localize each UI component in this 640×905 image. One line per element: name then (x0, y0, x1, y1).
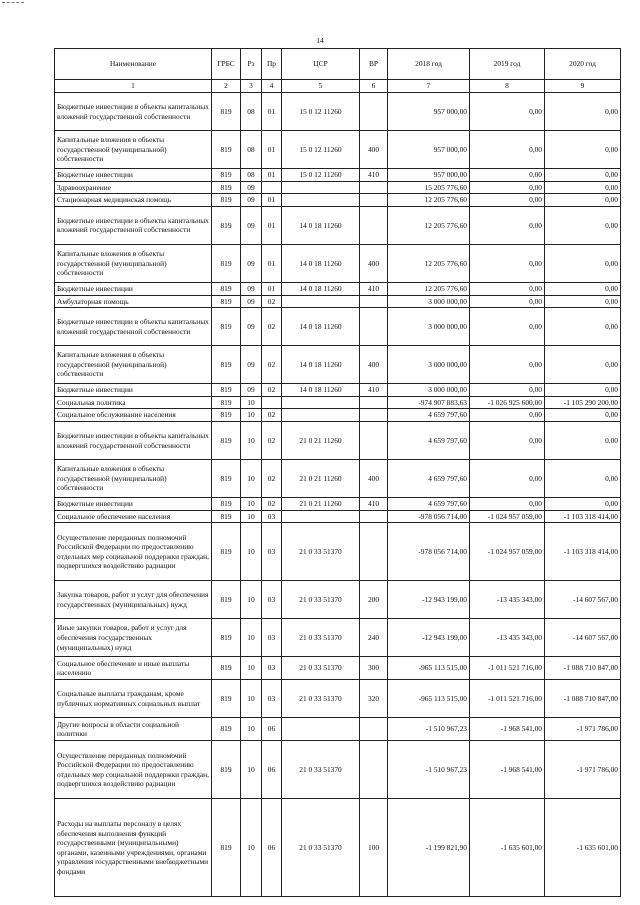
cell-2019: -1 968 541,00 (470, 741, 545, 799)
table-row (55, 498, 621, 511)
cell-pr: 02 (262, 409, 282, 422)
col-header-pr: Пр (262, 49, 282, 80)
cell-grbs: 819 (212, 181, 241, 194)
cell-vr (360, 93, 388, 131)
table-row (55, 396, 621, 409)
cell-vr (360, 308, 388, 346)
col-number: 2 (212, 80, 241, 93)
cell-2020: -14 607 567,00 (545, 619, 621, 657)
cell-pr: 03 (262, 581, 282, 619)
cell-2020: -1 103 318 414,00 (545, 510, 621, 523)
cell-2019: -1 024 957 059,00 (470, 510, 545, 523)
cell-csr (282, 510, 360, 523)
cell-vr: 300 (360, 657, 388, 680)
table-row (55, 206, 621, 244)
cell-2018: 3 000 000,00 (388, 295, 470, 308)
cell-2018: 957 000,00 (388, 93, 470, 131)
cell-2018: -965 113 515,00 (388, 657, 470, 680)
cell-vr: 410 (360, 498, 388, 511)
cell-name: Капитальные вложения в объекты государственной (муниципальной) собственности (55, 346, 212, 384)
cell-name: Социальное обслуживание населения (55, 409, 212, 422)
cell-vr: 200 (360, 581, 388, 619)
cell-grbs: 819 (212, 244, 241, 282)
cell-2018: 4 659 797,60 (388, 422, 470, 460)
cell-grbs: 819 (212, 581, 241, 619)
cell-grbs: 819 (212, 799, 241, 897)
cell-2018: 3 000 000,00 (388, 346, 470, 384)
cell-2020: 0,00 (545, 409, 621, 422)
cell-2019: -1 026 925 600,00 (470, 396, 545, 409)
cell-2018: -12 943 199,00 (388, 619, 470, 657)
cell-pr: 03 (262, 523, 282, 581)
cell-2018: 4 659 797,60 (388, 460, 470, 498)
table-row (55, 460, 621, 498)
cell-name: Бюджетные инвестиции в объекты капитальных вложений государственной собственности (55, 93, 212, 131)
table-row (55, 244, 621, 282)
cell-grbs: 819 (212, 396, 241, 409)
cell-2019: 0,00 (470, 308, 545, 346)
cell-csr: 21 0 33 51370 (282, 741, 360, 799)
cell-grbs: 819 (212, 169, 241, 182)
cell-pr: 01 (262, 93, 282, 131)
cell-rz: 10 (241, 680, 262, 718)
cell-vr: 320 (360, 680, 388, 718)
cell-vr: 400 (360, 460, 388, 498)
col-number: 8 (470, 80, 545, 93)
table-row (55, 194, 621, 207)
cell-name: Социальное обеспечение и иные выплаты населению (55, 657, 212, 680)
cell-2020: -1 103 318 414,00 (545, 523, 621, 581)
cell-vr: 410 (360, 282, 388, 295)
cell-2018: 12 205 776,60 (388, 282, 470, 295)
cell-pr: 02 (262, 295, 282, 308)
cell-2020: -1 971 786,00 (545, 718, 621, 741)
cell-grbs: 819 (212, 510, 241, 523)
table-row (55, 657, 621, 680)
cell-name: Бюджетные инвестиции (55, 384, 212, 397)
cell-name: Бюджетные инвестиции в объекты капитальных вложений государственной собственности (55, 308, 212, 346)
cell-csr: 15 0 12 11260 (282, 93, 360, 131)
col-header-csr: ЦСР (282, 49, 360, 80)
col-header-2019: 2019 год (470, 49, 545, 80)
cell-vr (360, 194, 388, 207)
cell-vr: 400 (360, 131, 388, 169)
cell-pr (262, 181, 282, 194)
cell-2018: -1 510 967,23 (388, 718, 470, 741)
cell-2020: 0,00 (545, 181, 621, 194)
cell-rz: 10 (241, 409, 262, 422)
cell-name: Бюджетные инвестиции (55, 169, 212, 182)
cell-name: Бюджетные инвестиции (55, 282, 212, 295)
cell-grbs: 819 (212, 422, 241, 460)
cell-rz: 09 (241, 295, 262, 308)
cell-csr: 21 0 21 11260 (282, 460, 360, 498)
cell-name: Капитальные вложения в объекты государственной (муниципальной) собственности (55, 460, 212, 498)
cell-2020: 0,00 (545, 346, 621, 384)
cell-rz: 08 (241, 131, 262, 169)
cell-grbs: 819 (212, 460, 241, 498)
cell-grbs: 819 (212, 498, 241, 511)
cell-rz: 09 (241, 244, 262, 282)
cell-name: Расходы на выплаты персоналу в целях обеспечения выполнения функций государственными (муниципальными) органами, казенными учреждениями, органами управления государственными внебюджетными фондами (55, 799, 212, 897)
cell-rz: 10 (241, 498, 262, 511)
cell-name: Бюджетные инвестиции (55, 498, 212, 511)
cell-2020: -14 607 567,00 (545, 581, 621, 619)
cell-name: Социальное обеспечение населения (55, 510, 212, 523)
col-header-name: Наименование (55, 49, 212, 80)
cell-2020: 0,00 (545, 169, 621, 182)
cell-name: Социальная политика (55, 396, 212, 409)
col-number: 3 (241, 80, 262, 93)
cell-rz: 09 (241, 206, 262, 244)
cell-2020: -1 635 601,00 (545, 799, 621, 897)
cell-grbs: 819 (212, 741, 241, 799)
cell-2019: 0,00 (470, 384, 545, 397)
cell-2018: 4 659 797,60 (388, 409, 470, 422)
cell-vr: 240 (360, 619, 388, 657)
cell-rz: 09 (241, 384, 262, 397)
header-row (55, 49, 621, 80)
cell-vr (360, 181, 388, 194)
cell-grbs: 819 (212, 657, 241, 680)
col-header-2018: 2018 год (388, 49, 470, 80)
cell-rz: 10 (241, 799, 262, 897)
cell-name: Бюджетные инвестиции в объекты капитальных вложений государственной собственности (55, 422, 212, 460)
cell-csr (282, 181, 360, 194)
cell-2018: 3 000 000,00 (388, 384, 470, 397)
table-row (55, 282, 621, 295)
cell-2020: 0,00 (545, 295, 621, 308)
page-number: 14 (316, 36, 324, 45)
cell-vr (360, 510, 388, 523)
cell-2019: -1 024 957 059,00 (470, 523, 545, 581)
cell-csr: 21 0 33 51370 (282, 619, 360, 657)
cell-2020: 0,00 (545, 282, 621, 295)
table-row (55, 510, 621, 523)
cell-vr (360, 396, 388, 409)
cell-pr: 02 (262, 308, 282, 346)
cell-name: Капитальные вложения в объекты государственной (муниципальной) собственности (55, 244, 212, 282)
table-row (55, 131, 621, 169)
cell-rz: 09 (241, 308, 262, 346)
col-number: 4 (262, 80, 282, 93)
cell-2018: 4 659 797,60 (388, 498, 470, 511)
cell-vr (360, 206, 388, 244)
col-header-grbs: ГРБС (212, 49, 241, 80)
cell-grbs: 819 (212, 409, 241, 422)
cell-2019: 0,00 (470, 409, 545, 422)
cell-2019: 0,00 (470, 422, 545, 460)
cell-csr (282, 409, 360, 422)
cell-pr: 06 (262, 718, 282, 741)
cell-name: Осуществление переданных полномочий Российской Федерации по предоставлению отдельных мер социальной поддержки граждан, подвергшихся воздействию радиации (55, 741, 212, 799)
cell-name: Иные закупки товаров, работ и услуг для обеспечения государственных (муниципальных) нужд (55, 619, 212, 657)
cell-vr: 400 (360, 346, 388, 384)
col-number: 9 (545, 80, 621, 93)
cell-name: Закупка товаров, работ и услуг для обеспечения государственных (муниципальных) нужд (55, 581, 212, 619)
cell-2020: -1 088 710 847,00 (545, 657, 621, 680)
cell-vr (360, 422, 388, 460)
cell-2018: -978 056 714,00 (388, 523, 470, 581)
cell-rz: 10 (241, 657, 262, 680)
cell-2019: 0,00 (470, 346, 545, 384)
table-row (55, 799, 621, 897)
cell-grbs: 819 (212, 680, 241, 718)
table-body (55, 93, 621, 897)
cell-grbs: 819 (212, 93, 241, 131)
cell-csr (282, 194, 360, 207)
cell-2018: -965 113 515,00 (388, 680, 470, 718)
cell-2019: -1 635 601,00 (470, 799, 545, 897)
table-row (55, 93, 621, 131)
cell-2019: 0,00 (470, 295, 545, 308)
cell-vr (360, 523, 388, 581)
cell-pr: 03 (262, 619, 282, 657)
cell-pr: 06 (262, 741, 282, 799)
cell-rz: 10 (241, 619, 262, 657)
cell-grbs: 819 (212, 194, 241, 207)
cell-name: Другие вопросы в области социальной политики (55, 718, 212, 741)
cell-2018: 3 000 000,00 (388, 308, 470, 346)
cell-csr: 14 0 18 11260 (282, 384, 360, 397)
cell-csr: 21 0 33 51370 (282, 799, 360, 897)
cell-name: Бюджетные инвестиции в объекты капитальных вложений государственной собственности (55, 206, 212, 244)
cell-2018: -978 056 714,00 (388, 510, 470, 523)
cell-2019: 0,00 (470, 244, 545, 282)
table-row (55, 181, 621, 194)
cell-rz: 10 (241, 510, 262, 523)
cell-csr: 21 0 33 51370 (282, 680, 360, 718)
cell-2019: -13 435 343,00 (470, 581, 545, 619)
cell-csr: 21 0 33 51370 (282, 523, 360, 581)
cell-vr (360, 409, 388, 422)
cell-csr: 15 0 12 11260 (282, 169, 360, 182)
cell-2019: -13 435 343,00 (470, 619, 545, 657)
col-number: 1 (55, 80, 212, 93)
cell-rz: 09 (241, 194, 262, 207)
cell-2020: 0,00 (545, 498, 621, 511)
cell-name: Стационарная медицинская помощь (55, 194, 212, 207)
col-number: 5 (282, 80, 360, 93)
cell-2020: 0,00 (545, 244, 621, 282)
table-row (55, 346, 621, 384)
cell-2018: 12 205 776,60 (388, 194, 470, 207)
table-row (55, 409, 621, 422)
cell-2019: 0,00 (470, 206, 545, 244)
cell-rz: 10 (241, 718, 262, 741)
cell-rz: 09 (241, 282, 262, 295)
cell-rz: 09 (241, 181, 262, 194)
cell-vr: 400 (360, 244, 388, 282)
cell-vr (360, 295, 388, 308)
cell-csr: 14 0 18 11260 (282, 282, 360, 295)
table-row (55, 581, 621, 619)
cell-pr: 03 (262, 657, 282, 680)
cell-2019: 0,00 (470, 181, 545, 194)
col-number: 6 (360, 80, 388, 93)
table-row (55, 619, 621, 657)
cell-2019: 0,00 (470, 194, 545, 207)
cell-2020: 0,00 (545, 460, 621, 498)
cell-csr (282, 718, 360, 741)
cell-csr: 14 0 18 11260 (282, 308, 360, 346)
table-row (55, 422, 621, 460)
cell-grbs: 819 (212, 206, 241, 244)
cell-vr: 410 (360, 169, 388, 182)
cell-2018: 12 205 776,60 (388, 244, 470, 282)
cell-vr: 410 (360, 384, 388, 397)
cell-vr (360, 741, 388, 799)
cell-grbs: 819 (212, 308, 241, 346)
cell-rz: 08 (241, 93, 262, 131)
cell-2020: 0,00 (545, 131, 621, 169)
cell-rz: 10 (241, 422, 262, 460)
budget-table (54, 48, 621, 897)
cell-name: Капитальные вложения в объекты государственной (муниципальной) собственности (55, 131, 212, 169)
col-header-rz: Рз (241, 49, 262, 80)
cell-pr: 03 (262, 510, 282, 523)
cell-2018: 957 000,00 (388, 131, 470, 169)
cell-pr: 06 (262, 799, 282, 897)
cell-rz: 09 (241, 346, 262, 384)
cell-2020: -1 971 786,00 (545, 741, 621, 799)
cell-rz: 10 (241, 523, 262, 581)
cell-2019: -1 011 521 716,00 (470, 657, 545, 680)
cell-csr: 21 0 21 11260 (282, 422, 360, 460)
table-row (55, 718, 621, 741)
cell-grbs: 819 (212, 718, 241, 741)
cell-name: Осуществление переданных полномочий Российской Федерации по предоставлению отдельных мер социальной поддержки граждан, подвергшихся воздействию радиации (55, 523, 212, 581)
table-row (55, 680, 621, 718)
cell-2018: 12 205 776,60 (388, 206, 470, 244)
cell-pr: 01 (262, 206, 282, 244)
cell-pr: 02 (262, 498, 282, 511)
cell-grbs: 819 (212, 131, 241, 169)
col-header-2020: 2020 год (545, 49, 621, 80)
cell-name: Амбулаторная помощь (55, 295, 212, 308)
cell-pr: 01 (262, 169, 282, 182)
cell-2018: -12 943 199,00 (388, 581, 470, 619)
cell-2020: -1 105 290 200,00 (545, 396, 621, 409)
cell-pr: 02 (262, 460, 282, 498)
cell-pr: 03 (262, 680, 282, 718)
cell-csr: 14 0 18 11260 (282, 244, 360, 282)
cell-name: Здравоохранение (55, 181, 212, 194)
cell-2020: -1 088 710 847,00 (545, 680, 621, 718)
cell-2019: 0,00 (470, 93, 545, 131)
cell-2020: 0,00 (545, 422, 621, 460)
cell-vr: 100 (360, 799, 388, 897)
cell-rz: 10 (241, 581, 262, 619)
cell-2020: 0,00 (545, 308, 621, 346)
cell-2019: 0,00 (470, 282, 545, 295)
cell-2020: 0,00 (545, 93, 621, 131)
cell-2019: 0,00 (470, 131, 545, 169)
col-header-vr: ВР (360, 49, 388, 80)
cell-pr: 02 (262, 422, 282, 460)
cell-csr: 14 0 18 11260 (282, 346, 360, 384)
cell-csr: 21 0 33 51370 (282, 581, 360, 619)
table-row (55, 384, 621, 397)
cell-csr: 21 0 21 11260 (282, 498, 360, 511)
cell-pr: 02 (262, 346, 282, 384)
cell-rz: 10 (241, 460, 262, 498)
scan-edge-mark (2, 2, 24, 4)
cell-2020: 0,00 (545, 194, 621, 207)
cell-2020: 0,00 (545, 206, 621, 244)
cell-pr: 01 (262, 244, 282, 282)
cell-pr: 01 (262, 194, 282, 207)
cell-grbs: 819 (212, 346, 241, 384)
table-row (55, 308, 621, 346)
cell-grbs: 819 (212, 384, 241, 397)
cell-rz: 10 (241, 741, 262, 799)
cell-grbs: 819 (212, 282, 241, 295)
cell-2019: 0,00 (470, 169, 545, 182)
cell-rz: 08 (241, 169, 262, 182)
cell-name: Социальные выплаты гражданам, кроме публичных нормативных социальных выплат (55, 680, 212, 718)
cell-2020: 0,00 (545, 384, 621, 397)
cell-2018: -1 199 821,90 (388, 799, 470, 897)
cell-2019: 0,00 (470, 498, 545, 511)
table-row (55, 295, 621, 308)
cell-2018: 957 000,00 (388, 169, 470, 182)
cell-pr: 02 (262, 384, 282, 397)
column-number-row (55, 80, 621, 93)
cell-csr: 14 0 18 11260 (282, 206, 360, 244)
cell-pr (262, 396, 282, 409)
cell-rz: 10 (241, 396, 262, 409)
cell-grbs: 819 (212, 619, 241, 657)
cell-2018: 15 205 776,60 (388, 181, 470, 194)
col-number: 7 (388, 80, 470, 93)
table-row (55, 169, 621, 182)
table-row (55, 741, 621, 799)
cell-csr (282, 295, 360, 308)
cell-pr: 01 (262, 131, 282, 169)
cell-vr (360, 718, 388, 741)
cell-2018: -1 510 967,23 (388, 741, 470, 799)
cell-grbs: 819 (212, 295, 241, 308)
cell-2019: -1 011 521 716,00 (470, 680, 545, 718)
cell-2019: 0,00 (470, 460, 545, 498)
table-row (55, 523, 621, 581)
cell-pr: 01 (262, 282, 282, 295)
cell-2019: -1 968 541,00 (470, 718, 545, 741)
cell-csr: 15 0 12 11260 (282, 131, 360, 169)
cell-csr (282, 396, 360, 409)
cell-csr: 21 0 33 51370 (282, 657, 360, 680)
cell-grbs: 819 (212, 523, 241, 581)
cell-2018: -974 907 883,63 (388, 396, 470, 409)
